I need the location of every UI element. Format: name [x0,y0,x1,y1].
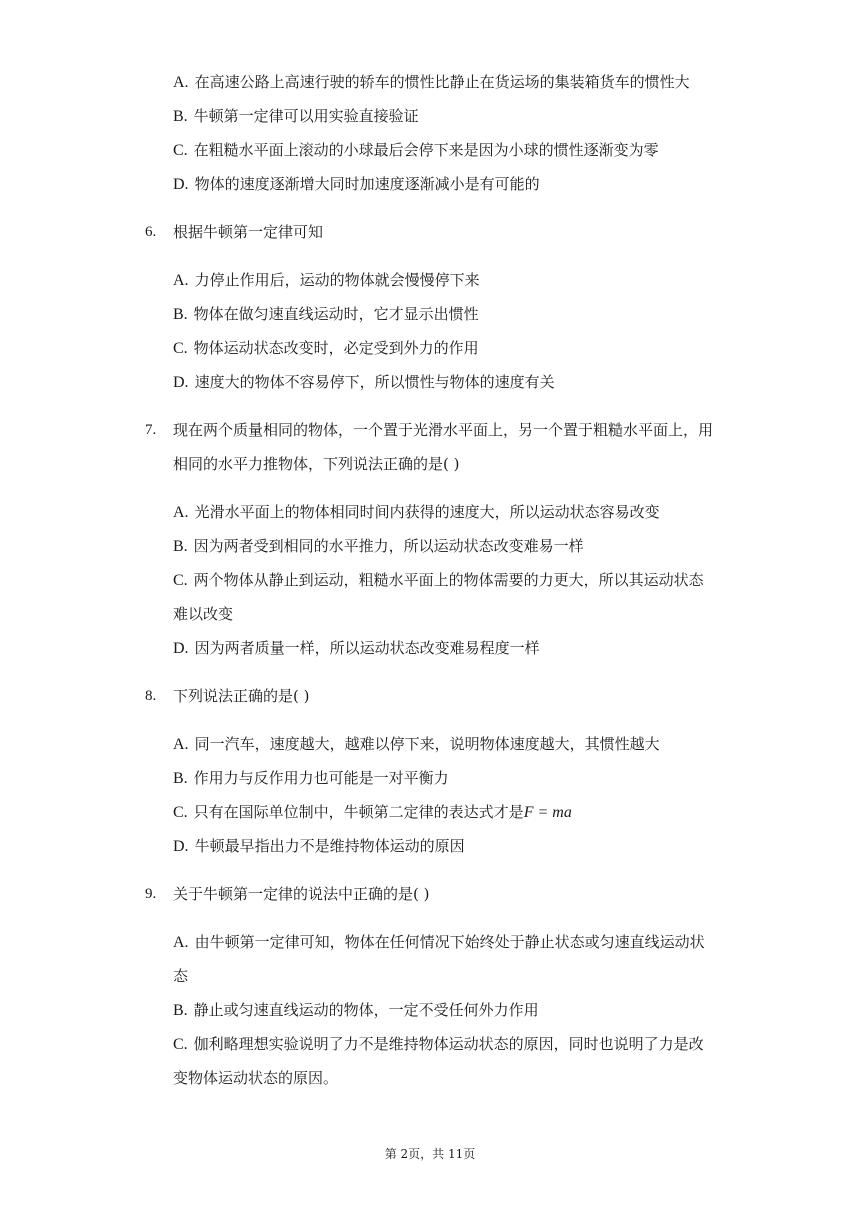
option-letter: C. [173,804,188,821]
q7-option-a [173,502,660,523]
option-letter: C. [173,142,188,159]
page-footer: 第 2页，共 11页 [384,1147,476,1161]
q6-stem: 根据牛顿第一定律可知 [173,223,324,241]
option-letter: A. [173,504,189,521]
q7-stem-line1: 现在两个质量相同的物体，一个置于光滑水平面上，另一个置于粗糙水平面上，用 [173,421,714,439]
q7-option-d [173,638,540,659]
option-text: 由牛顿第一定律可知，物体在任何情况下始终处于静止状态或匀速直线运动状 [194,933,705,951]
option-text: 牛顿第一定律可以用实验直接验证 [193,107,419,125]
option-letter: B. [173,108,188,125]
q5-option-b [173,106,419,127]
q9-option-c-continuation: 变物体运动状态的原因。 [173,1069,339,1087]
option-text: 静止或匀速直线运动的物体，一定不受任何外力作用 [193,1001,539,1019]
q7-stem-line2: 相同的水平力推物体，下列说法正确的是( ) [173,455,460,473]
option-text: 因为两者受到相同的水平推力，所以运动状态改变难易一样 [193,537,584,555]
q5-option-a [173,72,690,93]
formula-f-equals-ma: F = ma [523,804,572,821]
option-letter: D. [173,640,189,657]
option-letter: B. [173,1002,188,1019]
option-text: 物体的速度逐渐增大同时加速度逐渐减小是有可能的 [194,175,540,193]
q7-option-c [173,570,704,591]
q5-option-d [173,174,540,195]
option-letter: D. [173,176,189,193]
q9-option-b [173,1000,539,1021]
option-text: 作用力与反作用力也可能是一对平衡力 [193,769,449,787]
option-letter: C. [173,340,188,357]
option-text: 力停止作用后，运动的物体就会慢慢停下来 [194,271,480,289]
option-letter: B. [173,770,188,787]
option-letter: C. [173,572,188,589]
option-text: 在高速公路上高速行驶的轿车的惯性比静止在货运场的集装箱货车的惯性大 [194,73,690,91]
q5-option-c [173,140,659,161]
option-letter: B. [173,538,188,555]
q7-option-c-continuation: 难以改变 [173,605,234,623]
option-letter: C. [173,1036,188,1053]
option-letter: A. [173,272,189,289]
q7-option-b [173,536,584,557]
option-text: 物体运动状态改变时，必定受到外力的作用 [193,339,479,357]
option-text: 在粗糙水平面上滚动的小球最后会停下来是因为小球的惯性逐渐变为零 [193,141,659,159]
option-letter: D. [173,374,189,391]
option-text: 同一汽车，速度越大，越难以停下来，说明物体速度越大，其惯性越大 [194,735,660,753]
q6-option-c [173,338,479,359]
option-text: 两个物体从静止到运动，粗糙水平面上的物体需要的力更大，所以其运动状态 [193,571,704,589]
option-text: 速度大的物体不容易停下，所以惯性与物体的速度有关 [194,373,555,391]
q9-option-c [173,1034,704,1055]
q9-stem: 关于牛顿第一定律的说法中正确的是( ) [173,885,430,903]
option-text: 因为两者质量一样，所以运动状态改变难易程度一样 [194,639,540,657]
q8-option-d [173,836,465,857]
option-text: 牛顿最早指出力不是维持物体运动的原因 [194,837,465,855]
option-text: 光滑水平面上的物体相同时间内获得的速度大，所以运动状态容易改变 [194,503,660,521]
option-letter: A. [173,736,189,753]
q9-option-a [173,932,705,953]
option-text: 物体在做匀速直线运动时，它才显示出惯性 [193,305,479,323]
q8-stem: 下列说法正确的是( ) [173,687,310,705]
q9-number: 9. [145,886,157,902]
q6-option-b [173,304,479,325]
option-letter: D. [173,838,189,855]
q8-option-a [173,734,660,755]
q6-option-d [173,372,555,393]
q8-option-c [173,802,572,823]
q8-option-b [173,768,449,789]
q8-number: 8. [145,688,157,704]
option-letter: B. [173,306,188,323]
option-text: 只有在国际单位制中，牛顿第二定律的表达式才是 [193,803,524,821]
option-letter: A. [173,934,189,951]
q6-option-a [173,270,480,291]
option-letter: A. [173,74,189,91]
q9-option-a-continuation: 态 [173,967,189,985]
q6-number: 6. [145,224,157,240]
option-text: 伽利略理想实验说明了力不是维持物体运动状态的原因，同时也说明了力是改 [193,1035,704,1053]
q7-number: 7. [145,422,157,438]
